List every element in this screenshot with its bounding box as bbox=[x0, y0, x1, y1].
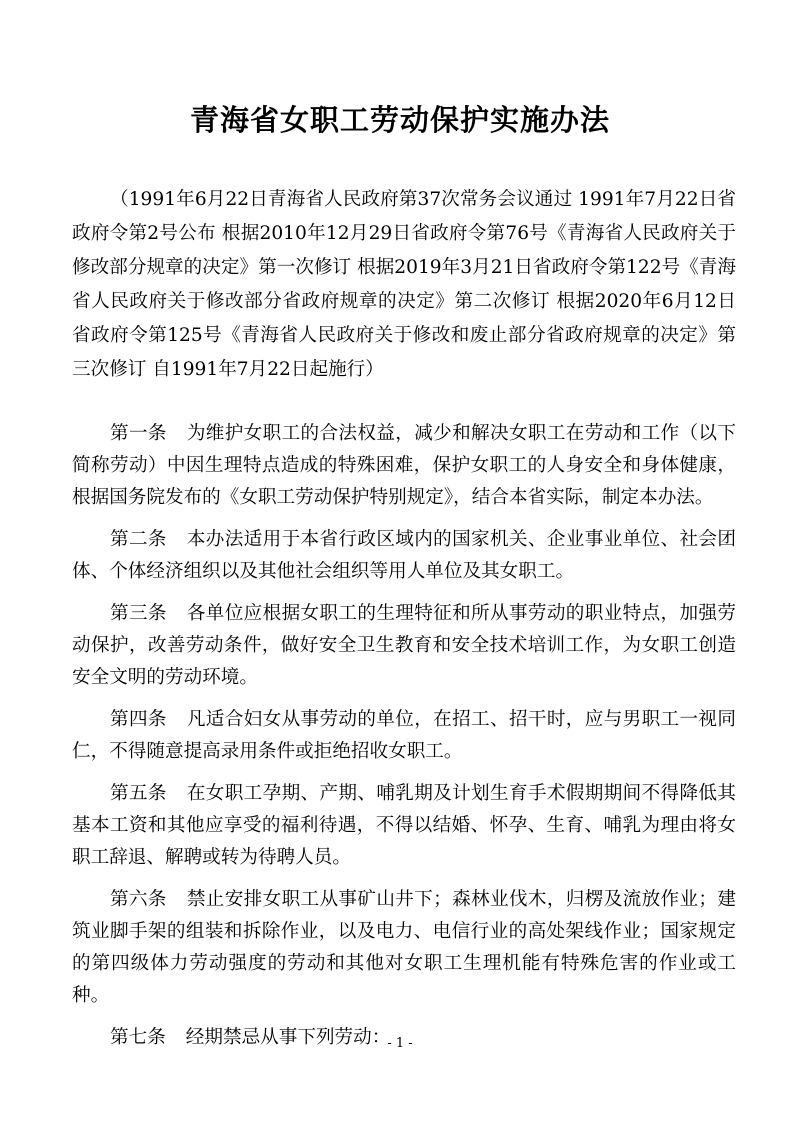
page-number: - 1 - bbox=[387, 1036, 413, 1051]
article-text: 经期禁忌从事下列劳动： bbox=[185, 1027, 391, 1048]
article bbox=[72, 418, 736, 514]
document-title: 青海省女职工劳动保护实施办法 bbox=[189, 103, 610, 137]
article-number: 第五条 bbox=[110, 783, 167, 804]
article-text: 在女职工孕期、产期、哺乳期及计划生育手术假期期间不得降低其基本工资和其他应享受的福利待遇，不得以结婚、怀孕、生育、哺乳为理由将女职工辞退、解聘或转为待聘人员。 bbox=[72, 783, 736, 868]
article-number: 第一条 bbox=[110, 423, 167, 444]
preamble bbox=[72, 183, 736, 387]
article bbox=[72, 778, 736, 874]
article-number: 第四条 bbox=[110, 709, 167, 730]
article bbox=[72, 884, 736, 1012]
preamble-text: （1991年6月22日青海省人民政府第37次常务会议通过 1991年7月22日省政府令第2号公布 根据2010年12月29日省政府令第76号《青海省人民政府关于修改部分规章的决定》第一次修订 根据2019年3月21日省政府令第122号《青海省人民政府关于修改部分省政府规章的决定》第二次修订 根据2020年6月12日省政府令第125号《青海省人民政府关于修改和废止部分省政府规章的决定》第三次修订 自1991年7月22日起施行） bbox=[72, 189, 736, 380]
article-list bbox=[72, 418, 736, 1064]
article-number: 第七条 bbox=[110, 1027, 166, 1048]
article-text: 凡适合妇女从事劳动的单位，在招工、招干时，应与男职工一视同仁，不得随意提高录用条件或拒绝招收女职工。 bbox=[72, 709, 736, 762]
article-number: 第六条 bbox=[110, 889, 167, 910]
article-text: 为维护女职工的合法权益，减少和解决女职工在劳动和工作（以下简称劳动）中因生理特点造成的特殊困难，保护女职工的人身安全和身体健康，根据国务院发布的《女职工劳动保护特别规定》，结合本省实际，制定本办法。 bbox=[72, 423, 736, 508]
article-number: 第三条 bbox=[110, 603, 167, 624]
article-text: 本办法适用于本省行政区域内的国家机关、企业事业单位、社会团体、个体经济组织以及其他社会组织等用人单位及其女职工。 bbox=[72, 529, 736, 582]
article bbox=[72, 704, 736, 768]
article bbox=[72, 524, 736, 588]
article-text: 各单位应根据女职工的生理特征和所从事劳动的职业特点，加强劳动保护，改善劳动条件，做好安全卫生教育和安全技术培训工作，为女职工创造安全文明的劳动环境。 bbox=[72, 603, 736, 688]
article-text: 禁止安排女职工从事矿山井下；森林业伐木，归楞及流放作业；建筑业脚手架的组装和拆除作业，以及电力、电信行业的高处架线作业；国家规定的第四级体力劳动强度的劳动和其他对女职工生理机能有特殊危害的作业或工种。 bbox=[72, 889, 736, 1006]
article bbox=[72, 598, 736, 694]
article-number: 第二条 bbox=[110, 529, 167, 550]
